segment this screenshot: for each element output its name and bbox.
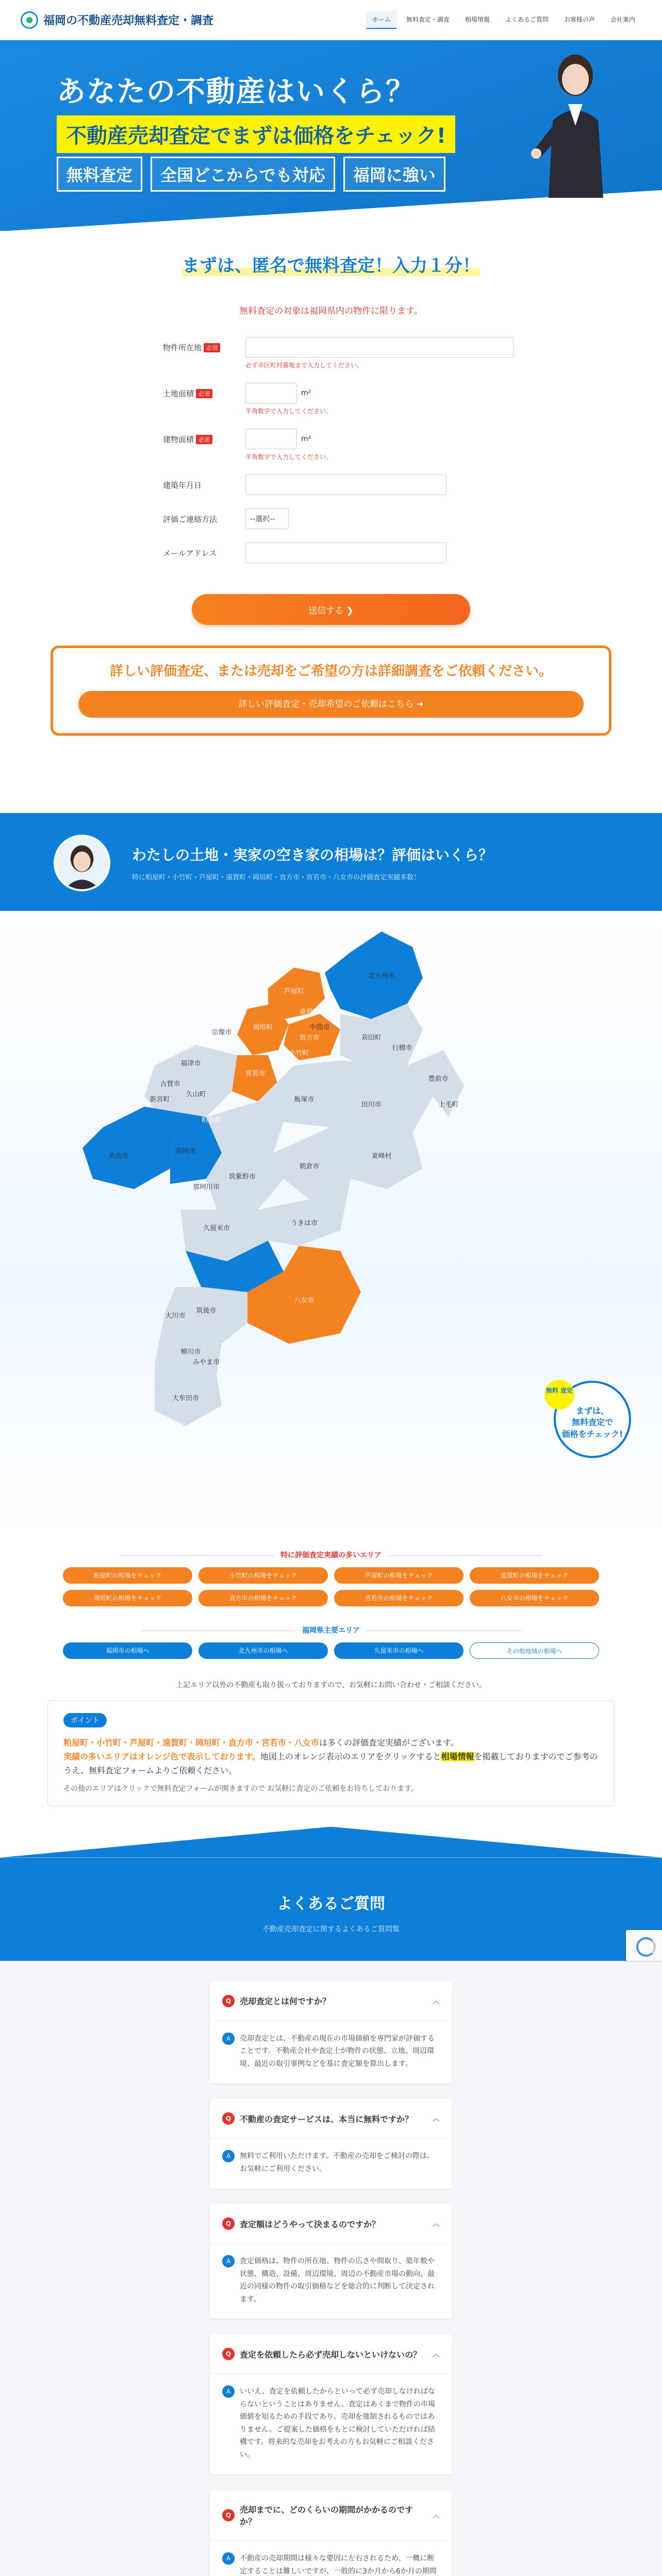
faq-item [210,2099,452,2189]
main-nav [366,11,641,29]
map-city-label[interactable]: 田川市 [361,1101,382,1109]
form-row-address [163,337,534,369]
chevron-up-icon[interactable]: ︿ [433,2512,440,2520]
faq-question-text: 査定額はどうやって決まるのですか？ [240,2219,380,2229]
field-label: 物件所在地 [163,343,202,352]
answer-icon: A [222,2552,235,2565]
hero-badges [57,157,445,192]
map-city-label[interactable]: 八女市 [294,1297,315,1304]
map-city-label[interactable]: 宗像市 [211,1029,232,1037]
area-link[interactable]: 遠賀町の相場をチェック [470,1567,599,1584]
faq-question[interactable] [210,1981,452,2021]
free-appraisal-bubble[interactable] [545,1381,631,1458]
detail-request-button[interactable]: 詳しい評価査定・売却希望のご依頼はこちら ➜ [78,691,584,718]
fukuoka-map-area [0,911,662,1539]
unit-label: m² [301,389,311,397]
contact-method-select[interactable]: --選択-- [245,509,289,529]
map-city-label[interactable]: 苅田町 [361,1034,382,1042]
site-header [0,0,662,40]
faq-header [0,1858,662,1961]
bubble-line: 価格をチェック! [561,1429,623,1439]
field-label: 土地面積 [163,389,194,398]
field-hint: 必ず市区町村番地まで入力してください。 [245,362,363,369]
area-link[interactable]: 粕屋町の相場をチェック [63,1567,192,1584]
faq-subtitle: 不動産売却査定に関するよくあるご質問集 [262,1925,400,1934]
site-logo[interactable] [21,11,213,29]
nav-voices[interactable]: お客様の声 [564,16,595,23]
point-box [47,1700,615,1806]
map-city-label[interactable]: 朝倉市 [299,1163,320,1171]
nav-company[interactable]: 会社案内 [610,16,635,23]
point-copy: 地図上のオレンジ表示のエリアをクリックすると [260,1752,441,1762]
building-area-input[interactable] [245,429,297,449]
chevron-up-icon[interactable]: ︿ [433,1997,440,2006]
point-marker: 相場情報 [441,1752,474,1762]
detail-title: 詳しい評価査定、または売却をご希望の方は詳細調査をご依頼ください。 [109,664,552,679]
detail-request-box [51,646,611,736]
area-link[interactable]: 宮若市の相場をチェック [334,1590,464,1606]
question-icon: Q [222,2112,235,2125]
field-label: 評価ご連絡方法 [163,515,218,524]
form-row-built-date [163,474,534,495]
field-label: 建築年月日 [163,481,202,490]
other-areas-notice: 上記エリア以外の不動産も取り扱っておりますので、お気軽にお問い合わせ・ご相談ください。 [176,1681,486,1689]
field-hint: 半角数字で入力してください。 [245,453,333,461]
faq-item [210,1981,452,2084]
point-copy: は多くの評価査定実績がございます。 [319,1738,459,1748]
faq-item [210,2490,452,2576]
point-foot: その他のエリアはクリックで無料査定フォームが開きますので お気軽に査定のご依頼をお待ちしております。 [63,1784,419,1793]
bubble-tag: 無料 査定 [544,1380,574,1410]
map-city-label[interactable]: 福岡市 [175,1147,196,1155]
market-map-section [0,813,662,1806]
map-city-label[interactable]: 粕屋町 [201,1116,222,1124]
built-date-input[interactable] [245,474,446,495]
email-input[interactable] [245,543,446,563]
field-label: メールアドレス [163,549,217,558]
map-region-chikushino[interactable] [206,1153,284,1210]
faq-question-text: 不動産の査定サービスは、本当に無料ですか？ [240,2114,413,2124]
form-row-land-area [163,383,534,415]
area-link[interactable]: 直方市の相場をチェック [198,1590,328,1606]
form-row-email [163,543,534,563]
highlight-areas-title: 特に評価査定実績の多いエリア [0,1550,662,1560]
map-city-label[interactable]: 宮若市 [245,1070,266,1078]
hero-badge: 福岡に強い [343,157,445,192]
faq-answer-text: 査定価格は、物件の所在地、物件の広さや間取り、築年数や状態、構造、設備、周辺環境、周辺の不動産市場の動向、最近の同様の物件の取引価格などを総合的に判断して決定されます。 [240,2257,435,2303]
hero-banner [0,40,662,231]
map-city-label[interactable]: 柳川市 [180,1348,201,1356]
faq-answer [210,2541,452,2576]
address-input[interactable] [245,337,514,358]
form-row-building-area [163,429,534,461]
map-city-label[interactable]: 久留米市 [203,1225,230,1232]
faq-answer-text: 無料でご利用いただけます。不動産の売却をご検討の際は、お気軽にご利用ください。 [240,2152,434,2173]
map-city-label[interactable]: 糸島市 [108,1153,129,1160]
map-city-label[interactable]: うきは市 [290,1219,318,1227]
point-highlight: 粕屋町・小竹町・芦屋町・遠賀町・岡垣町・直方市・宮若市・八女市 [63,1738,320,1748]
faq-title: よくあるご質問 [277,1894,385,1913]
faq-question-text: 売却までに、どのくらいの期間がかかるのですか？ [240,2505,413,2527]
chevron-up-icon[interactable]: ︿ [433,2115,440,2124]
submit-button[interactable]: 送信する ❯ [192,594,470,625]
map-city-label[interactable]: 岡垣町 [253,1024,273,1031]
hero-badge: 全国どこからでも対応 [151,157,335,192]
nav-free-appraisal[interactable]: 無料査定・調査 [406,16,450,23]
answer-icon: A [222,2150,235,2162]
consultant-illustration [528,43,621,203]
land-area-input[interactable] [245,383,297,403]
faq-answer [210,2244,452,2319]
map-city-label[interactable]: 小竹町 [289,1049,309,1057]
unit-label: m² [301,435,311,443]
map-subtitle: 特に粕屋町・小竹町・芦屋町・遠賀町・岡垣町・直方市・宮若市・八女市の評価査定実績多数！ [132,874,421,882]
required-badge: 必須 [196,389,212,398]
area-link[interactable]: 小竹町の相場をチェック [198,1567,328,1584]
logo-icon [21,11,38,29]
faq-question-text: 売却査定とは何ですか？ [240,1996,331,2007]
nav-faq[interactable]: よくあるご質問 [505,16,549,23]
answer-icon: A [222,2032,235,2045]
map-city-label[interactable]: 豊前市 [428,1075,449,1083]
appraisal-form-section [0,251,662,756]
faq-answer-text: 売却査定とは、不動産の現在の市場価値を専門家が評価することです。不動産会社や査定士が物件の状態、立地、周辺環境、最近の取引事例などを基に査定額を算出します。 [240,2034,435,2068]
map-city-label[interactable]: 行橋市 [392,1044,412,1052]
answer-icon: A [222,2255,235,2267]
faq-list [0,1961,662,2576]
map-city-label[interactable]: 古賀市 [160,1080,180,1088]
map-city-label[interactable]: 飯塚市 [294,1096,315,1104]
appraisal-form [163,337,534,563]
bubble-line: 無料査定で [571,1417,613,1428]
faq-section [0,1858,662,2576]
hero-title: あなたの不動産はいくら？ [57,75,416,109]
main-areas-title: 福岡県主要エリア [0,1625,662,1635]
area-link[interactable]: 芦屋町の相場をチェック [334,1567,464,1584]
faq-item [210,2204,452,2319]
area-link[interactable]: 久留米市の相場へ [334,1642,464,1659]
answer-icon: A [222,2385,235,2398]
area-link[interactable]: 福岡市の相場へ [63,1642,192,1659]
map-city-label[interactable]: 遠賀町 [299,1008,320,1016]
field-hint: 半角数字で入力してください。 [245,408,333,415]
area-link[interactable]: その他地域の相場へ [470,1642,599,1659]
faq-answer [210,2139,452,2189]
map-city-label[interactable]: みやま市 [192,1359,220,1366]
map-city-label[interactable]: 大牟田市 [172,1395,200,1402]
form-row-contact-method [163,509,534,529]
hero-badge: 無料査定 [57,157,142,192]
faq-answer [210,2374,452,2475]
point-copy: を掲載しておりますのでご参考のうえ、無料査定フォームよりご依頼ください。 [63,1752,598,1776]
field-label: 建物面積 [163,435,194,444]
map-question: わたしの土地・実家の空き家の相場は？評価はいくら？ [132,846,493,863]
consultant-avatar [54,835,110,891]
faq-question-text: 査定を依頼したら必ず売却しないといけないの？ [240,2349,422,2360]
map-region-tohomura[interactable] [351,1132,423,1189]
nav-home[interactable]: ホーム [366,11,397,29]
map-banner [0,813,662,911]
main-area-links [63,1642,599,1659]
map-city-label[interactable]: 筑紫野市 [228,1173,256,1181]
faq-answer [210,2021,452,2084]
faq-question[interactable] [210,2204,452,2244]
form-note: 無料査定の対象は福岡県内の物件に限ります。 [239,306,423,316]
recaptcha-badge[interactable] [626,1930,662,1961]
chevron-up-icon[interactable]: ︿ [433,2220,440,2229]
area-link[interactable]: 八女市の相場をチェック [470,1590,599,1606]
faq-answer-text: 不動産の売却期間は様々な要因に左右されるため、一概に断定することは難しいですが、一般的に3か月から6か月の期間 [240,2554,437,2575]
faq-question[interactable] [210,2490,452,2541]
area-link[interactable]: 北九州市の相場へ [198,1642,328,1659]
faq-question[interactable] [210,2099,452,2139]
faq-answer-text: いいえ、査定を依頼したからといって必ず売却しなければならないということはありません。査定はあくまで物件の市場価値を知るための手段であり、売却を強制されるものではありません。ご提案した価格をもとに検討していただければ結構です。将来的な売却をお考えの方もお気軽にご相談ください。 [240,2387,435,2459]
map-city-label[interactable]: 東峰村 [371,1153,392,1160]
logo-text: 福岡の不動産売却無料査定・調査 [43,14,214,27]
map-city-label[interactable]: 北九州市 [368,972,395,980]
area-link[interactable]: 岡垣町の相場をチェック [63,1590,192,1606]
question-icon: Q [222,2217,235,2230]
faq-item [210,2334,452,2475]
required-badge: 必須 [204,343,220,352]
map-city-label[interactable]: 新宮町 [150,1096,170,1104]
map-city-label[interactable]: 直方市 [299,1034,320,1042]
faq-question[interactable] [210,2334,452,2374]
map-city-label[interactable]: 大川市 [165,1312,186,1320]
form-heading: まずは、匿名で無料査定！入力１分！ [182,256,480,276]
map-city-label[interactable]: 中間市 [309,1024,330,1031]
question-icon: Q [222,2348,235,2360]
map-city-label[interactable]: 久山町 [186,1091,206,1098]
nav-market-info[interactable]: 相場情報 [465,16,490,23]
bubble-line: まずは、 [575,1406,609,1416]
map-city-label[interactable]: 筑後市 [196,1307,217,1315]
map-city-label[interactable]: 芦屋町 [284,988,304,995]
point-highlight: 実績の多いエリアはオレンジ色で表示しております。 [63,1752,260,1762]
map-city-label[interactable]: 上毛町 [438,1101,459,1109]
point-text [63,1736,599,1778]
chevron-up-icon[interactable]: ︿ [433,2350,440,2359]
fukuoka-map[interactable] [52,911,505,1529]
map-city-label[interactable]: 福津市 [180,1060,201,1067]
highlight-area-links [63,1567,599,1606]
map-city-label[interactable]: 那珂川市 [192,1183,220,1191]
point-tag: ポイント [63,1713,107,1727]
required-badge: 必須 [196,435,212,444]
question-icon: Q [222,1995,235,2007]
hero-subtitle: 不動産売却査定でまずは価格をチェック! [57,115,455,153]
question-icon: Q [222,2509,235,2521]
